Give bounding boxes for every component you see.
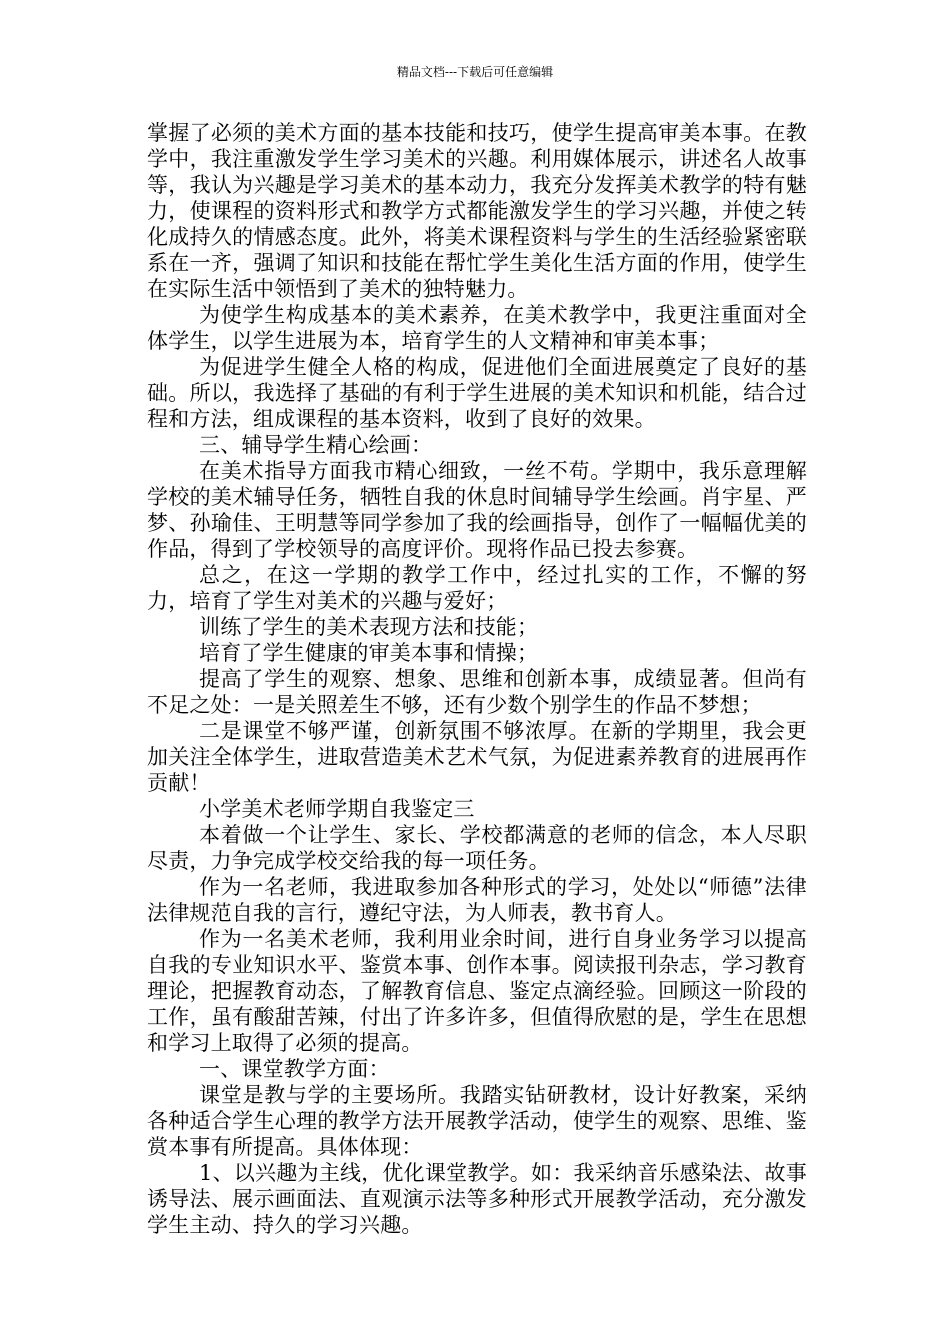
- paragraph: 作为一名美术老师，我利用业余时间，进行自身业务学习以提高自我的专业知识水平、鉴赏本事、创作本事。阅读报刊杂志，学习教育理论，把握教育动态，了解教育信息、鉴定点滴经验。回顾这一阶段的工作，虽有酸甜苦辣，付出了许多许多，但值得欣慰的是，学生在思想和学习上取得了必须的提高。: [147, 927, 807, 1055]
- paragraph: 为促进学生健全人格的构成，促进他们全面进展奠定了良好的基础。所以，我选择了基础的有利于学生进展的美术知识和机能，结合过程和方法，组成课程的基本资料，收到了良好的效果。: [147, 355, 807, 431]
- paragraph: 作为一名老师，我进取参加各种形式的学习，处处以“师德”法律法律规范自我的言行，遵纪守法，为人师表，教书育人。: [147, 875, 807, 925]
- paragraph: 掌握了必须的美术方面的基本技能和技巧，使学生提高审美本事。在教学中，我注重激发学生学习美术的兴趣。利用媒体展示，讲述名人故事等，我认为兴趣是学习美术的基本动力，我充分发挥美术教学的特有魅力，使课程的资料形式和教学方式都能激发学生的学习兴趣，并使之转化成持久的情感态度。此外，将美术课程资料与学生的生活经验紧密联系在一齐，强调了知识和技能在帮忙学生美化生活方面的作用，使学生在实际生活中领悟到了美术的独特魅力。: [147, 121, 807, 301]
- paragraph: 提高了学生的观察、想象、思维和创新本事，成绩显著。但尚有不足之处：一是关照差生不够，还有少数个别学生的作品不梦想；: [147, 667, 807, 717]
- section-title: 小学美术老师学期自我鉴定三: [199, 797, 475, 821]
- section-heading: 三、辅导学生精心绘画：: [199, 433, 433, 457]
- page-header: 精品文档---下载后可任意编辑: [396, 65, 554, 79]
- paragraph: 1、以兴趣为主线，优化课堂教学。如：我采纳音乐感染法、故事诱导法、展示画面法、直观演示法等多种形式开展教学活动，充分激发学生主动、持久的学习兴趣。: [147, 1161, 807, 1237]
- paragraph: 总之，在这一学期的教学工作中，经过扎实的工作，不懈的努力，培育了学生对美术的兴趣与爱好；: [147, 563, 807, 613]
- paragraph: 本着做一个让学生、家长、学校都满意的老师的信念，本人尽职尽责，力争完成学校交给我的每一项任务。: [147, 823, 807, 873]
- document-body: [147, 120, 807, 1238]
- section-heading: 一、课堂教学方面：: [199, 1057, 390, 1081]
- paragraph: 二是课堂不够严谨，创新氛围不够浓厚。在新的学期里，我会更加关注全体学生，进取营造美术艺术气氛，为促进素养教育的进展再作贡献！: [147, 719, 807, 795]
- paragraph: 课堂是教与学的主要场所。我踏实钻研教材，设计好教案，采纳各种适合学生心理的教学方法开展教学活动，使学生的观察、思维、鉴赏本事有所提高。具体体现：: [147, 1083, 807, 1159]
- paragraph: 在美术指导方面我市精心细致，一丝不苟。学期中，我乐意理解学校的美术辅导任务，牺牲自我的休息时间辅导学生绘画。肖宇星、严梦、孙瑜佳、王明慧等同学参加了我的绘画指导，创作了一幅幅优美的作品，得到了学校领导的高度评价。现将作品已投去参赛。: [147, 459, 807, 561]
- paragraph: 为使学生构成基本的美术素养，在美术教学中，我更注重面对全体学生，以学生进展为本，培育学生的人文精神和审美本事；: [147, 303, 807, 353]
- paragraph: 训练了学生的美术表现方法和技能；: [199, 615, 539, 639]
- paragraph: 培育了学生健康的审美本事和情操；: [199, 641, 539, 665]
